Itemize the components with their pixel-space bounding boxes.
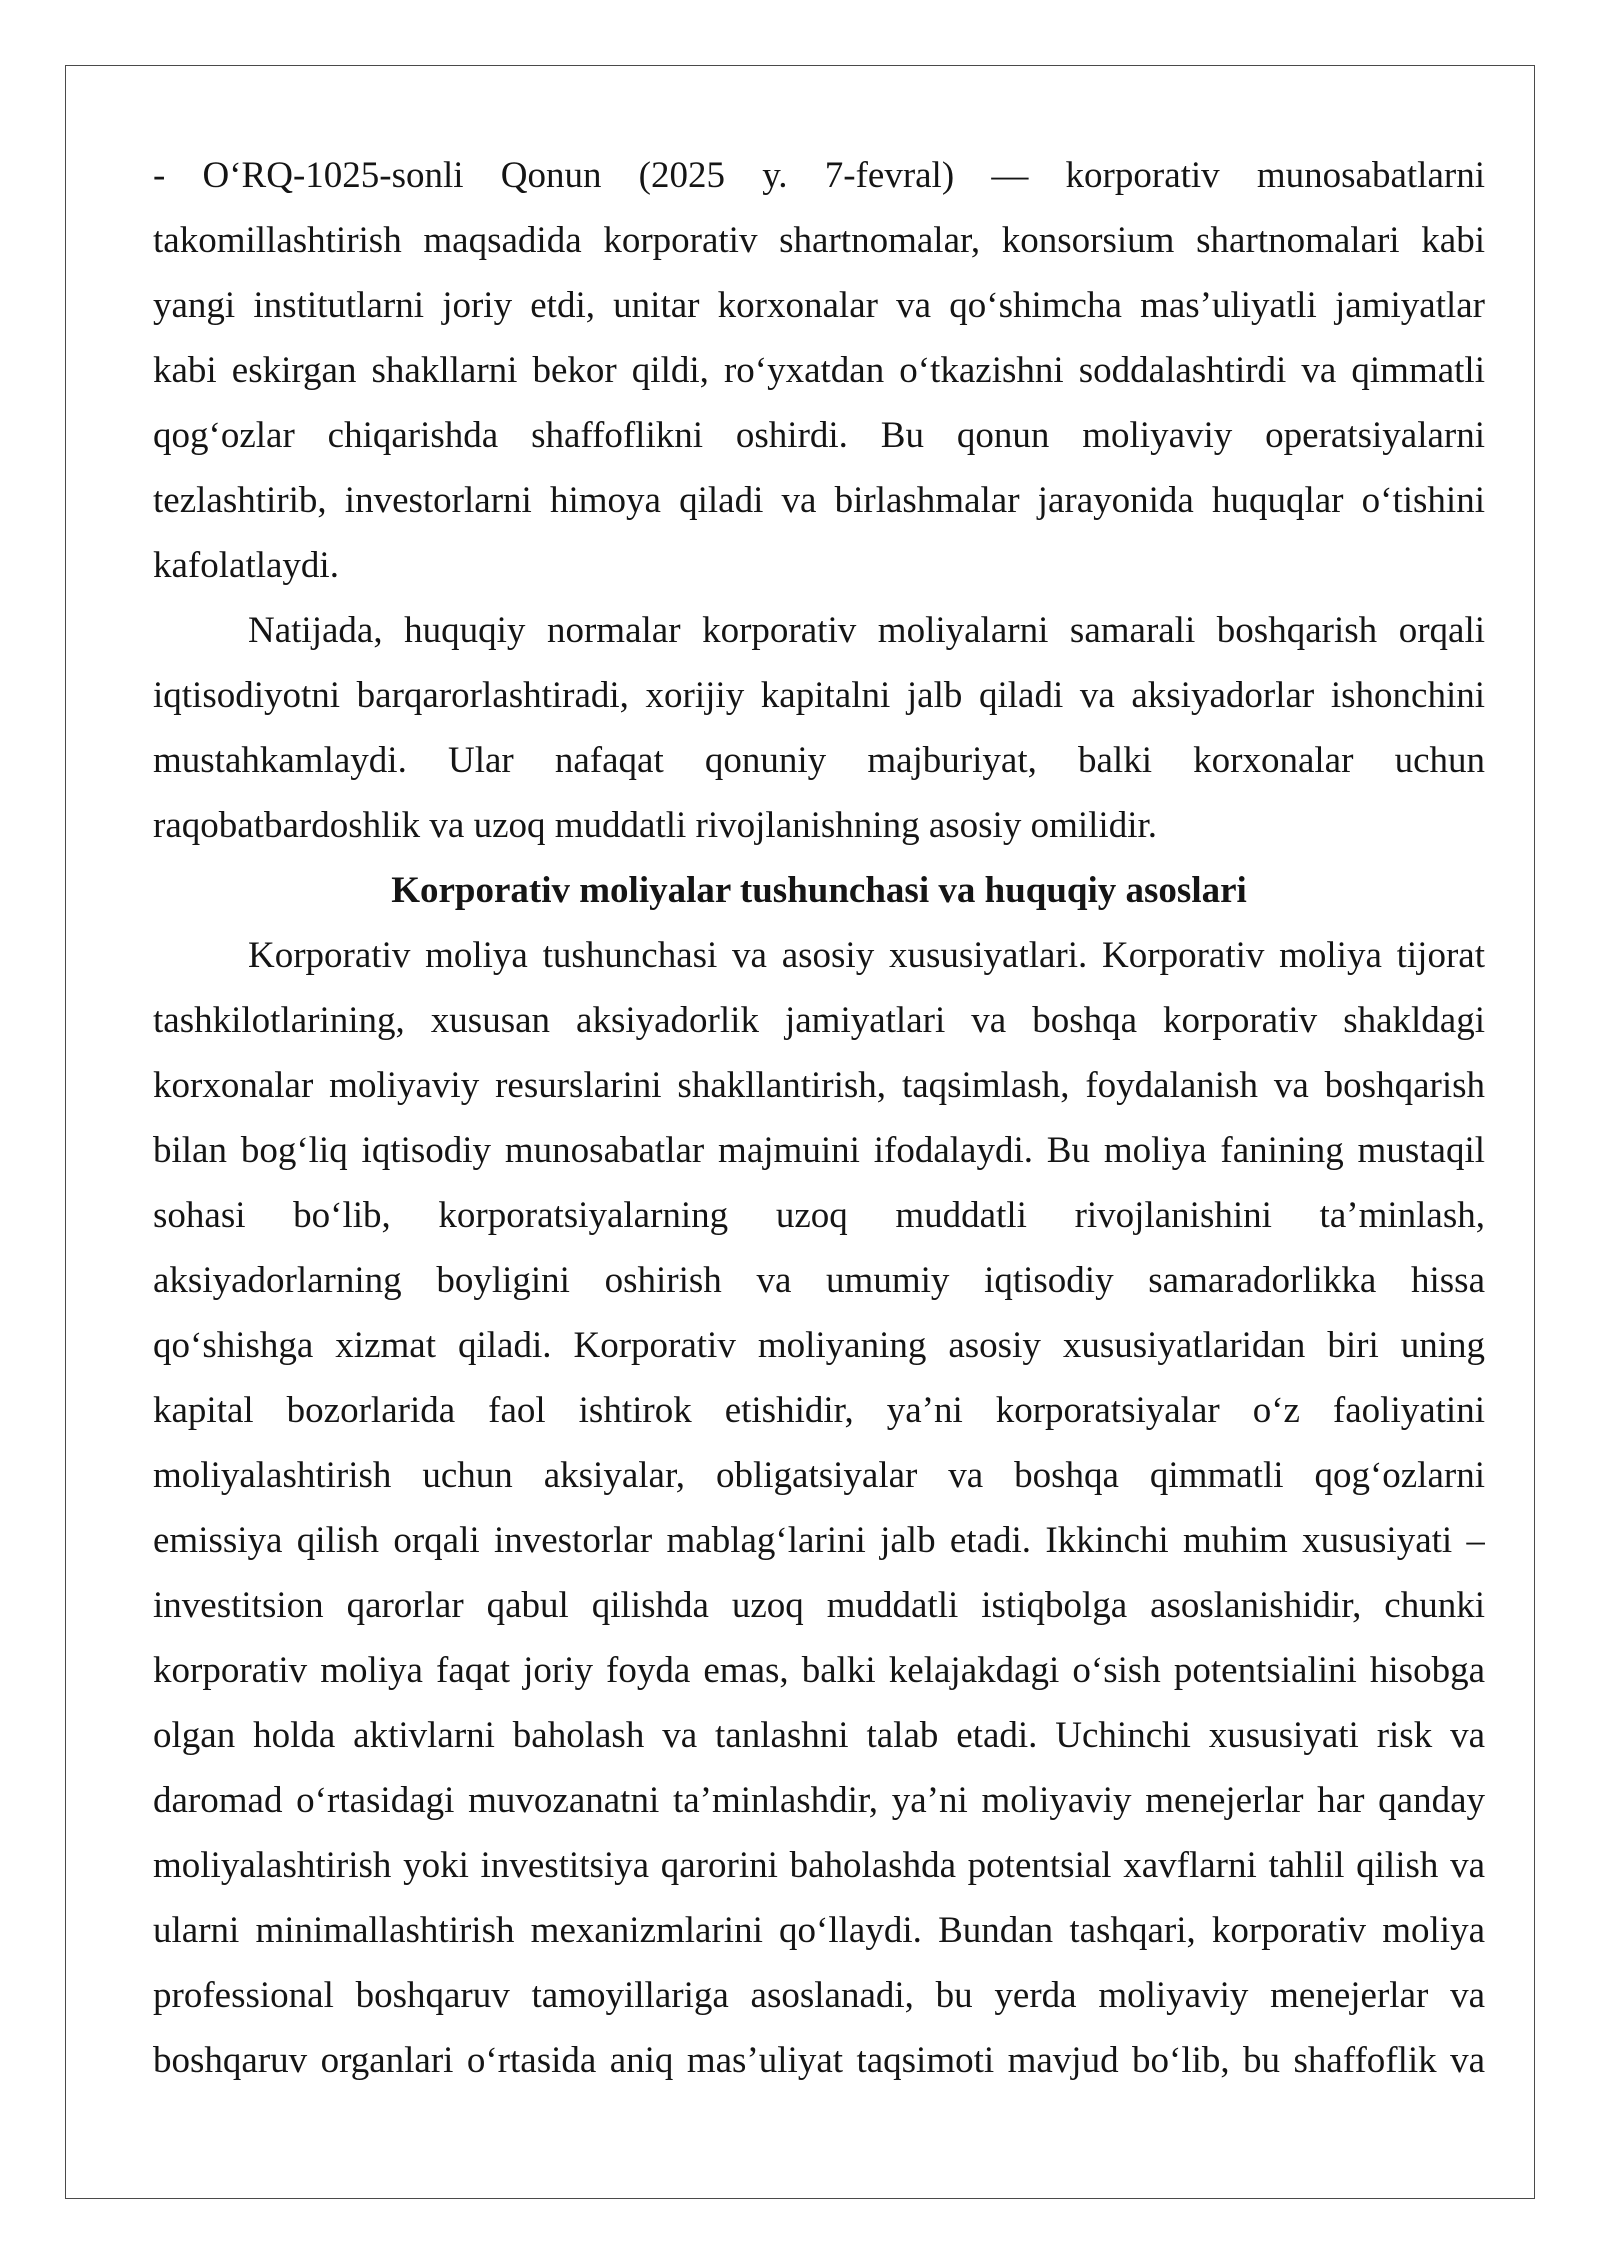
text-line: Korporativ moliya tushunchasi va asosiy xususiyatlari. Korporativ moliya tijorat (248, 935, 1485, 976)
text-line: tashkilotlarining, xususan aksiyadorlik jamiyatlari va boshqa korporativ shakldagi (153, 1000, 1485, 1041)
text-line: qo‘shishga xizmat qiladi. Korporativ moliyaning asosiy xususiyatlaridan biri uning (153, 1325, 1485, 1366)
text-line: aksiyadorlarning boyligini oshirish va umumiy iqtisodiy samaradorlikka hissa (153, 1260, 1485, 1301)
text-line: olgan holda aktivlarni baholash va tanlashni talab etadi. Uchinchi xususiyati risk va (153, 1715, 1485, 1756)
text-line: mustahkamlaydi. Ular nafaqat qonuniy majburiyat, balki korxonalar uchun (153, 740, 1485, 781)
text-line: kapital bozorlarida faol ishtirok etishidir, ya’ni korporatsiyalar o‘z faoliyatini (153, 1390, 1485, 1431)
text-line: bilan bog‘liq iqtisodiy munosabatlar majmuini ifodalaydi. Bu moliya fanining mustaqil (153, 1130, 1485, 1171)
text-line: investitsion qarorlar qabul qilishda uzoq muddatli istiqbolga asoslanishidir, chunki (153, 1585, 1485, 1626)
text-line: Natijada, huquqiy normalar korporativ moliyalarni samarali boshqarish orqali (248, 610, 1485, 651)
document-body (153, 143, 1485, 2093)
text-line: sohasi bo‘lib, korporatsiyalarning uzoq muddatli rivojlanishini ta’minlash, (153, 1195, 1485, 1236)
text-line: tezlashtirib, investorlarni himoya qiladi va birlashmalar jarayonida huquqlar o‘tishini (153, 480, 1485, 521)
text-line: korxonalar moliyaviy resurslarini shakllantirish, taqsimlash, foydalanish va boshqarish (153, 1065, 1485, 1106)
text-line: yangi institutlarni joriy etdi, unitar korxonalar va qo‘shimcha mas’uliyatli jamiyatlar (153, 285, 1485, 326)
text-line: kafolatlaydi. (153, 545, 339, 586)
text-line: professional boshqaruv tamoyillariga asoslanadi, bu yerda moliyaviy menejerlar va (153, 1975, 1485, 2016)
section-heading: Korporativ moliyalar tushunchasi va huquqiy asoslari (391, 870, 1247, 911)
text-line: ularni minimallashtirish mexanizmlarini qo‘llaydi. Bundan tashqari, korporativ moliya (153, 1910, 1485, 1951)
paragraph-corporate-finance (153, 923, 1485, 2093)
text-line: moliyalashtirish uchun aksiyalar, obligatsiyalar va boshqa qimmatli qog‘ozlarni (153, 1455, 1485, 1496)
text-line: kabi eskirgan shakllarni bekor qildi, ro‘yxatdan o‘tkazishni soddalashtirdi va qimmatli (153, 350, 1485, 391)
text-line: moliyalashtirish yoki investitsiya qarorini baholashda potentsial xavflarni tahlil qilish va (153, 1845, 1485, 1886)
text-line: qog‘ozlar chiqarishda shaffoflikni oshirdi. Bu qonun moliyaviy operatsiyalarni (153, 415, 1485, 456)
paragraph-law-summary (153, 143, 1485, 598)
paragraph-conclusion (153, 598, 1485, 858)
text-line: iqtisodiyotni barqarorlashtiradi, xorijiy kapitalni jalb qiladi va aksiyadorlar ishonchini (153, 675, 1485, 716)
text-line: daromad o‘rtasidagi muvozanatni ta’minlashdir, ya’ni moliyaviy menejerlar har qanday (153, 1780, 1485, 1821)
text-line: - O‘RQ-1025-sonli Qonun (2025 y. 7-fevral) — korporativ munosabatlarni (153, 155, 1485, 196)
text-line: korporativ moliya faqat joriy foyda emas, balki kelajakdagi o‘sish potentsialini hisobga (153, 1650, 1485, 1691)
text-line: raqobatbardoshlik va uzoq muddatli rivojlanishning asosiy omilidir. (153, 805, 1158, 846)
text-line: emissiya qilish orqali investorlar mablag‘larini jalb etadi. Ikkinchi muhim xususiyati – (153, 1520, 1485, 1561)
text-line: takomillashtirish maqsadida korporativ shartnomalar, konsorsium shartnomalari kabi (153, 220, 1485, 261)
text-line: boshqaruv organlari o‘rtasida aniq mas’uliyat taqsimoti mavjud bo‘lib, bu shaffoflik va (153, 2040, 1485, 2081)
